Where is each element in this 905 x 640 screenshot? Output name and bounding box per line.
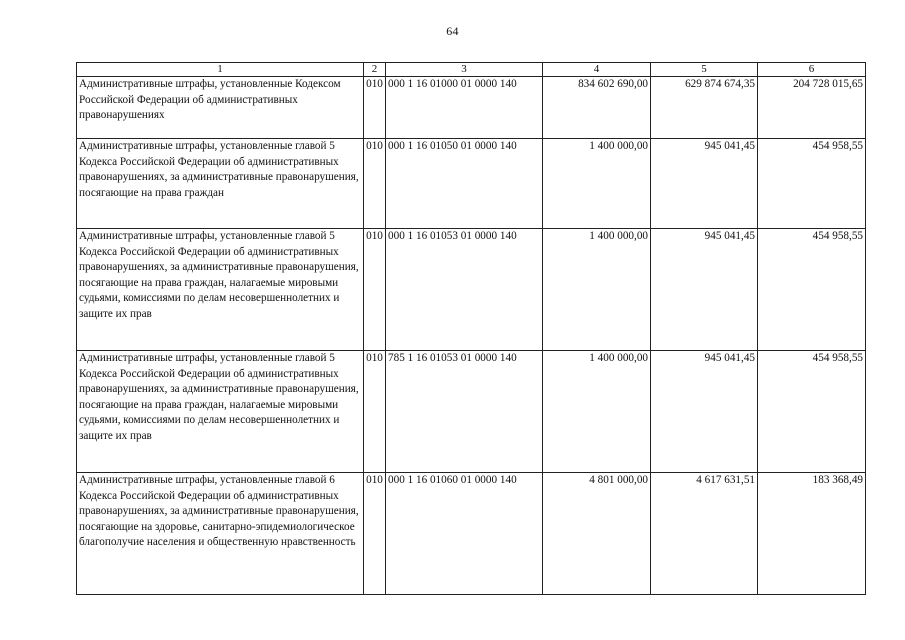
row-col4: 4 801 000,00	[543, 473, 651, 595]
row-col6: 183 368,49	[758, 473, 866, 595]
row-col4: 1 400 000,00	[543, 351, 651, 473]
table-row	[77, 139, 866, 229]
row-col6: 454 958,55	[758, 351, 866, 473]
column-header-3: 3	[386, 63, 543, 77]
row-col6: 204 728 015,65	[758, 77, 866, 139]
row-name: Административные штрафы, установленные Кодексом Российской Федерации об административных правонарушениях	[77, 77, 364, 139]
row-chapter: 010	[364, 229, 386, 351]
column-header-2: 2	[364, 63, 386, 77]
header-row	[77, 63, 866, 77]
table-row	[77, 351, 866, 473]
row-code: 000 1 16 01053 01 0000 140	[386, 229, 543, 351]
column-header-4: 4	[543, 63, 651, 77]
row-code: 000 1 16 01060 01 0000 140	[386, 473, 543, 595]
row-chapter: 010	[364, 351, 386, 473]
row-name: Административные штрафы, установленные главой 5 Кодекса Российской Федерации об административных правонарушениях, за административные правонарушения, посягающие на права граждан	[77, 139, 364, 229]
table-header	[77, 63, 866, 77]
table-row	[77, 229, 866, 351]
row-col5: 945 041,45	[651, 139, 758, 229]
row-col5: 629 874 674,35	[651, 77, 758, 139]
row-col5: 945 041,45	[651, 229, 758, 351]
table-body	[77, 77, 866, 595]
row-col4: 834 602 690,00	[543, 77, 651, 139]
row-chapter: 010	[364, 473, 386, 595]
row-code: 000 1 16 01050 01 0000 140	[386, 139, 543, 229]
row-code: 785 1 16 01053 01 0000 140	[386, 351, 543, 473]
table-row	[77, 473, 866, 595]
budget-table	[76, 62, 866, 595]
row-col4: 1 400 000,00	[543, 139, 651, 229]
row-col6: 454 958,55	[758, 139, 866, 229]
page-number: 64	[446, 24, 459, 38]
table-row	[77, 77, 866, 139]
row-name: Административные штрафы, установленные главой 6 Кодекса Российской Федерации об административных правонарушениях, за административные правонарушения, посягающие на здоровье, санитарно-эпидемиологическое благополучие населения и общественную нравственность	[77, 473, 364, 595]
row-name: Административные штрафы, установленные главой 5 Кодекса Российской Федерации об административных правонарушениях, за административные правонарушения, посягающие на права граждан, налагаемые мировыми судьями, комиссиями по делам несовершеннолетних и защите их прав	[77, 229, 364, 351]
row-col5: 4 617 631,51	[651, 473, 758, 595]
column-header-5: 5	[651, 63, 758, 77]
row-name: Административные штрафы, установленные главой 5 Кодекса Российской Федерации об административных правонарушениях, за административные правонарушения, посягающие на права граждан, налагаемые мировыми судьями, комиссиями по делам несовершеннолетних и защите их прав	[77, 351, 364, 473]
row-col6: 454 958,55	[758, 229, 866, 351]
column-header-1: 1	[77, 63, 364, 77]
row-code: 000 1 16 01000 01 0000 140	[386, 77, 543, 139]
column-header-6: 6	[758, 63, 866, 77]
row-col5: 945 041,45	[651, 351, 758, 473]
row-chapter: 010	[364, 139, 386, 229]
row-col4: 1 400 000,00	[543, 229, 651, 351]
row-chapter: 010	[364, 77, 386, 139]
